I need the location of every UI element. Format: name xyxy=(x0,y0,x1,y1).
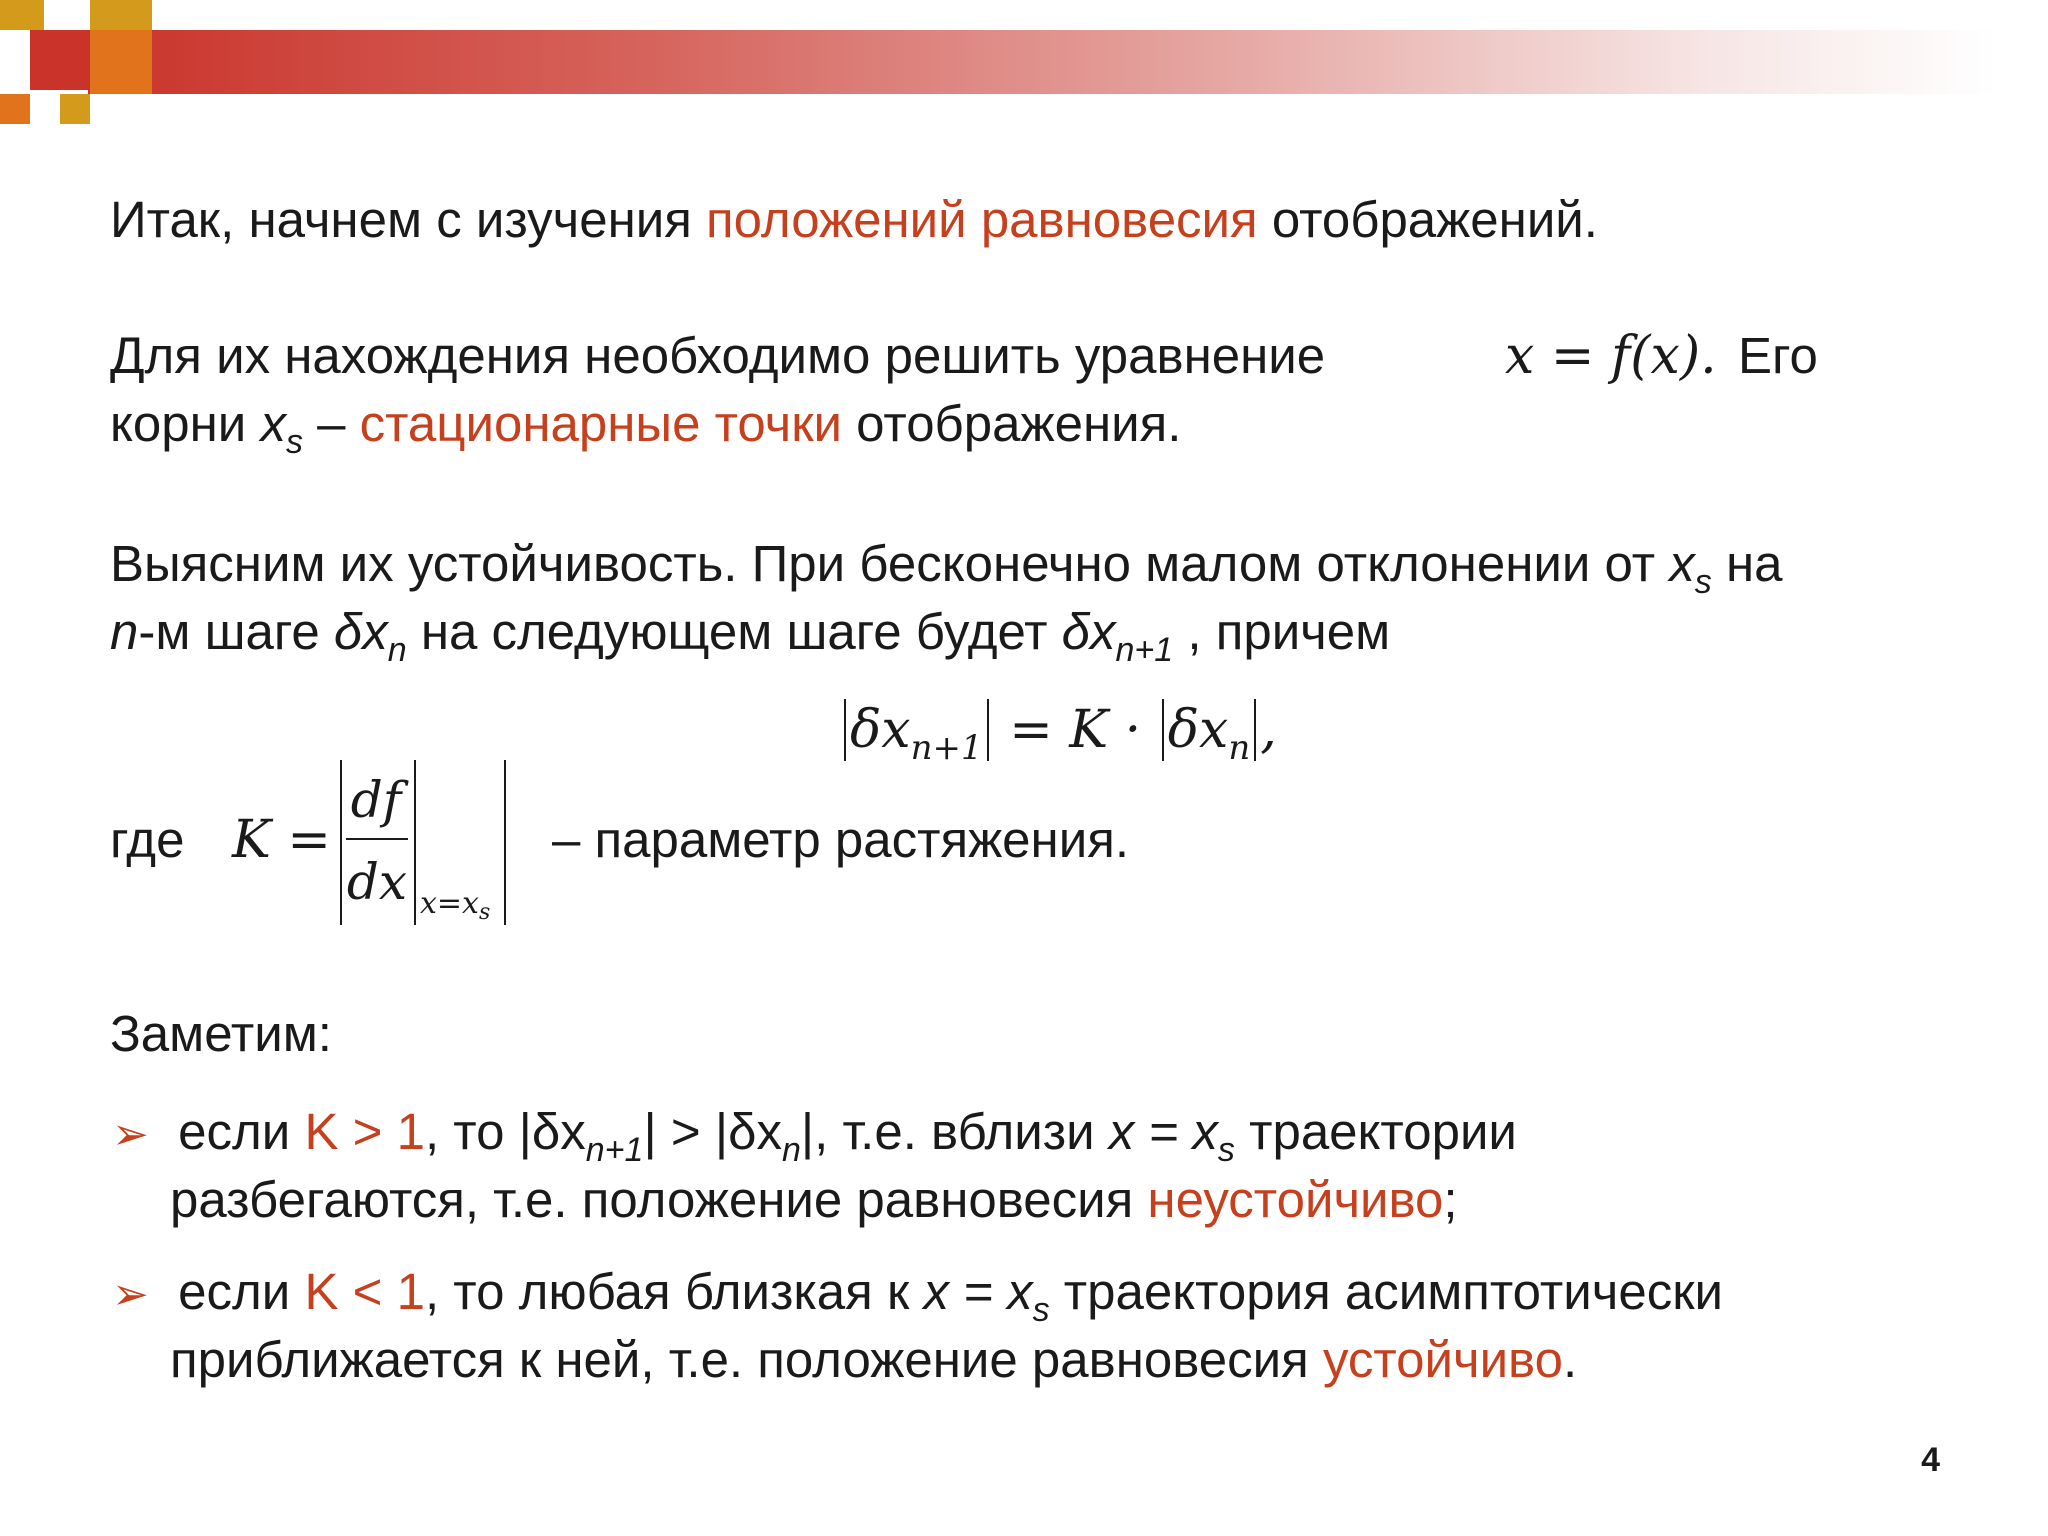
arrow-bullet-icon: ➢ xyxy=(112,1270,149,1319)
text: – xyxy=(302,395,360,452)
text: – параметр растяжения. xyxy=(552,811,1129,868)
text: Выясним их устойчивость. При бесконечно малом отклонении от xyxy=(110,535,1670,592)
text: на следующем шаге будет xyxy=(406,603,1062,660)
note-heading xyxy=(110,1000,332,1068)
subscript-s: s xyxy=(1217,1131,1235,1169)
subscript-n-plus-1: n+1 xyxy=(910,728,983,768)
highlight-stationary-points: стационарные точки xyxy=(359,395,842,452)
text: Для их нахождения необходимо решить уравнение xyxy=(110,327,1326,384)
paragraph-stability-line2 xyxy=(110,598,1391,669)
text: на xyxy=(1711,535,1783,592)
decor-square xyxy=(90,0,152,30)
text: отображений. xyxy=(1257,191,1598,248)
text: Итак, начнем с изучения xyxy=(110,191,707,248)
equation-x-equals-fx xyxy=(1505,322,1717,390)
subscript-s: s xyxy=(1032,1291,1050,1329)
highlight-stable: устойчиво xyxy=(1322,1331,1563,1388)
subscript-s: s xyxy=(1694,563,1712,601)
equation-text: x = f(x). xyxy=(1505,326,1717,386)
var-x: x xyxy=(260,395,286,452)
highlight-k-greater: K > 1 xyxy=(304,1103,425,1160)
text: траектории xyxy=(1234,1103,1517,1160)
text: ; xyxy=(1443,1171,1458,1228)
decor-square xyxy=(30,30,90,90)
text: , то любая близкая к xyxy=(424,1263,924,1320)
abs-bar xyxy=(1162,699,1164,761)
paragraph-stability-line1 xyxy=(110,530,1783,601)
abs-bar xyxy=(987,699,989,761)
condition-text: x=x xyxy=(420,886,479,921)
text: Его xyxy=(1738,327,1818,384)
paragraph-intro xyxy=(110,186,1598,254)
k-equals: K = xyxy=(232,810,331,870)
arrow-bullet-icon: ➢ xyxy=(112,1110,149,1159)
subscript-n-plus-1: n+1 xyxy=(1115,631,1174,669)
text: если xyxy=(164,1103,305,1160)
bullet-stable-line1 xyxy=(112,1258,1723,1329)
text: Заметим: xyxy=(110,1005,332,1062)
formula-k-abs-left xyxy=(340,760,342,925)
subscript-s: s xyxy=(478,900,491,925)
text: траектория асимптотически xyxy=(1049,1263,1724,1320)
formula-k-lhs xyxy=(232,806,331,874)
text: . xyxy=(1562,1331,1578,1388)
text: , причем xyxy=(1173,603,1391,660)
text: |, т.е. вблизи xyxy=(800,1103,1109,1160)
highlight-equilibrium: положений равновесия xyxy=(706,191,1258,248)
abs-bar xyxy=(844,699,846,761)
text: где xyxy=(110,811,185,868)
text: -м шаге xyxy=(138,603,334,660)
header-gradient-bar xyxy=(88,30,1998,94)
text: приближается к ней, т.е. положение равновесия xyxy=(170,1331,1323,1388)
decor-square xyxy=(0,0,44,30)
var-x: x = x xyxy=(1108,1103,1218,1160)
equals-k-dot: = K · xyxy=(992,700,1158,760)
var-delta-x: δx xyxy=(1167,700,1229,760)
text: | > |δx xyxy=(643,1103,782,1160)
bullet-unstable-line1 xyxy=(112,1098,1517,1169)
subscript-n: n xyxy=(1228,728,1251,768)
decor-square xyxy=(0,94,30,124)
var-delta-x: δx xyxy=(850,700,911,760)
formula-k-abs-right xyxy=(504,760,506,925)
page-number: 4 xyxy=(1921,1441,1940,1479)
text: разбегаются, т.е. положение равновесия xyxy=(170,1171,1148,1228)
eval-condition xyxy=(420,884,490,924)
formula-delta-relation xyxy=(840,696,1277,768)
fraction-numerator: df xyxy=(350,771,402,829)
subscript-s: s xyxy=(285,423,303,461)
var-delta-x: δx xyxy=(333,603,388,660)
subscript-n: n xyxy=(781,1131,801,1169)
text: отображения. xyxy=(842,395,1182,452)
decor-square xyxy=(60,94,90,124)
highlight-unstable: неустойчиво xyxy=(1147,1171,1444,1228)
var-n: n xyxy=(110,603,139,660)
text: если xyxy=(164,1263,305,1320)
subscript-n-plus-1: n+1 xyxy=(585,1131,644,1169)
fraction-denominator: dx xyxy=(346,853,408,911)
text: , то |δx xyxy=(424,1103,586,1160)
comma: , xyxy=(1260,700,1277,760)
text: корни xyxy=(110,395,261,452)
paragraph-find-roots-ego xyxy=(1738,322,1818,390)
var-delta-x: δx xyxy=(1061,603,1116,660)
fraction-line xyxy=(346,838,408,840)
formula-where-label xyxy=(110,806,184,874)
bullet-stable-line2 xyxy=(170,1326,1577,1394)
bullet-unstable-line2 xyxy=(170,1166,1458,1234)
subscript-n: n xyxy=(387,631,407,669)
formula-k-description xyxy=(552,806,1129,874)
paragraph-find-roots-line2 xyxy=(110,390,1182,461)
eval-bar xyxy=(414,760,416,925)
var-x: x = x xyxy=(923,1263,1033,1320)
decor-square xyxy=(90,30,152,94)
abs-bar xyxy=(1254,699,1256,761)
paragraph-find-roots-line1 xyxy=(110,322,1325,390)
highlight-k-less: K < 1 xyxy=(304,1263,425,1320)
var-x: x xyxy=(1669,535,1695,592)
